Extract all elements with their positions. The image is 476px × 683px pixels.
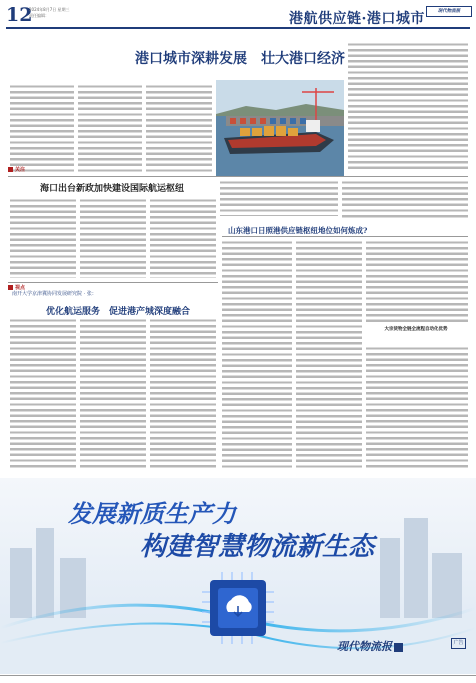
top-story-column-3	[146, 84, 212, 172]
story3-column-3	[150, 318, 216, 470]
story4-subhead: 大宗货物全链全流程自动化优势	[384, 327, 448, 332]
section-tag-label: 关注	[15, 167, 26, 173]
ad-brand-mark	[337, 638, 403, 654]
story3-column-2	[80, 318, 146, 470]
top-story-headline: 港口城市深耕发展 壮大港口经济	[135, 51, 345, 67]
story2-column-4	[220, 180, 338, 216]
issue-date: 2024年8月7日 星期三	[29, 7, 70, 12]
brand-logo: 现代物流报	[426, 6, 472, 17]
port-photo	[216, 80, 344, 176]
story2-column-3	[150, 198, 216, 278]
story4-column-2	[296, 240, 362, 470]
section-tag-focus	[8, 166, 25, 173]
story3-intro: 南开大学京津冀协同发展研究院 · 张：	[12, 291, 97, 297]
page-number: 12	[6, 4, 33, 26]
footer-info	[0, 675, 476, 683]
story4-column-1	[222, 240, 292, 470]
story4-column-3	[366, 346, 468, 470]
top-story-column-1	[10, 84, 74, 172]
story4-headline: 山东港口日照港供应链枢纽地位如何炼成?	[228, 226, 368, 235]
divider	[8, 176, 468, 177]
top-story-column-4	[348, 42, 468, 172]
divider	[222, 236, 468, 237]
ad-slogan-1: 发展新质生产力	[68, 499, 236, 528]
tag-square-icon	[8, 167, 13, 172]
header-rule	[6, 27, 470, 29]
section-title: 港航供应链·港口城市	[289, 11, 425, 27]
story3-column-1	[10, 318, 76, 470]
story3-headline: 优化航运服务 促进港产城深度融合	[46, 307, 191, 317]
story2-column-1	[10, 198, 76, 278]
story4-column-4	[366, 240, 468, 322]
section-tag-label: 视点	[15, 285, 26, 291]
editor-line: 责任编辑：	[29, 13, 49, 18]
ad-brand-text: 现代物流报	[337, 640, 392, 653]
story2-headline: 海口出台新政加快建设国际航运枢纽	[40, 184, 185, 194]
ad-slogan-2: 构建智慧物流新生态	[140, 532, 375, 562]
brand-logo-icon	[394, 643, 403, 652]
top-story-column-2	[78, 84, 142, 172]
right-column-text-top	[342, 180, 468, 220]
ad-label: 广告	[451, 638, 466, 649]
story2-column-2	[80, 198, 146, 278]
divider	[8, 282, 218, 283]
port-photo-image	[216, 80, 344, 176]
